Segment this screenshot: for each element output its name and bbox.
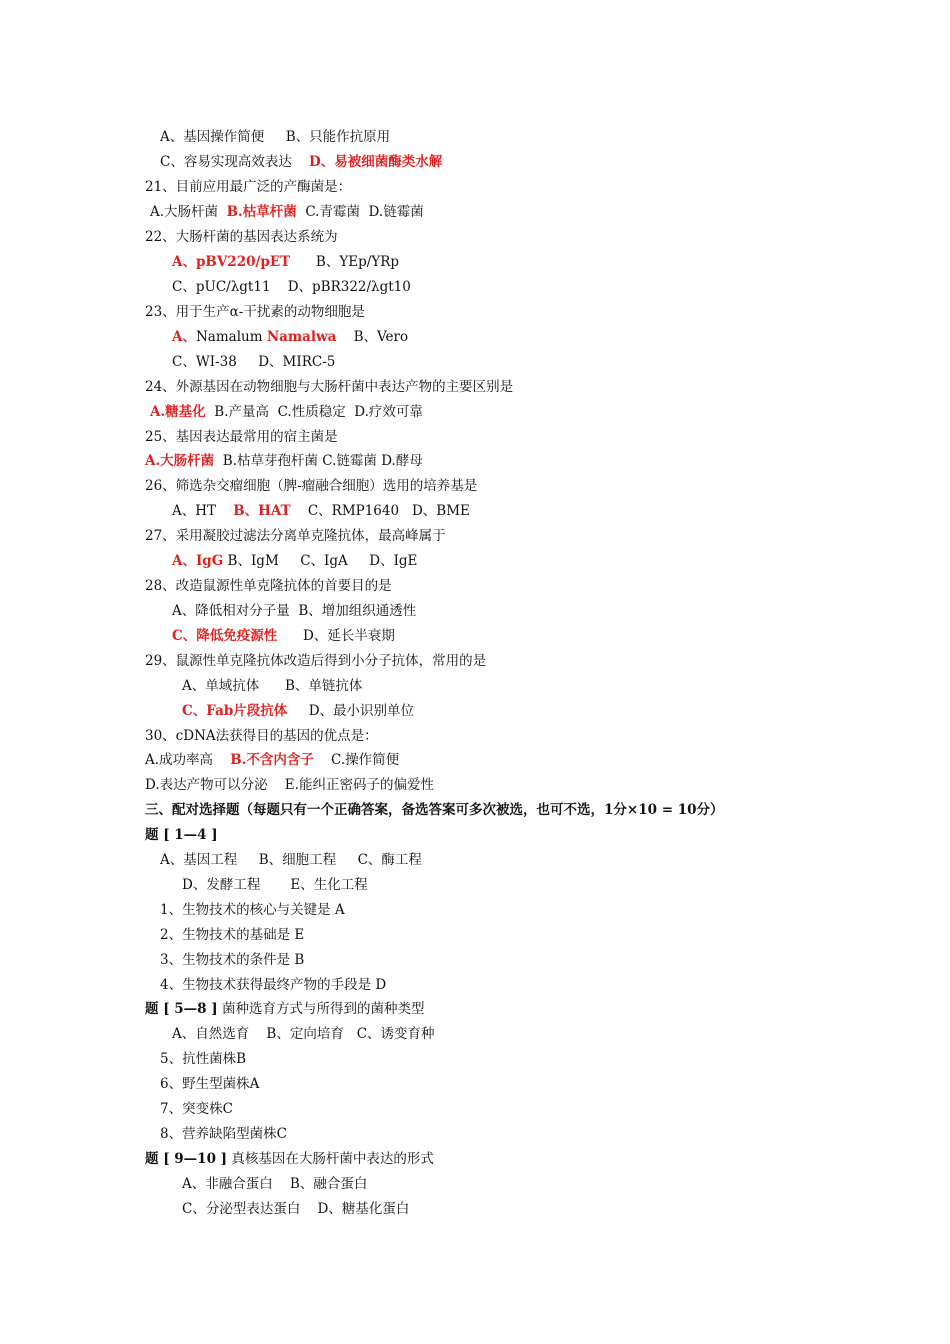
answer-highlight: A、IgG [172, 553, 224, 569]
line-text: A、降低相对分子量 B、增加组织通透性 [172, 603, 417, 619]
document-line [160, 951, 304, 969]
line-text: C、RMP1640 D、BME [290, 503, 470, 519]
document-line [160, 153, 442, 171]
line-text: 6、野生型菌株A [160, 1076, 260, 1092]
line-text: 26、筛选杂交瘤细胞（脾-瘤融合细胞）选用的培养基是 [145, 478, 478, 494]
document-line [172, 353, 335, 371]
document-line [145, 303, 365, 321]
line-text: 24、外源基因在动物细胞与大肠杆菌中表达产物的主要区别是 [145, 379, 514, 395]
document-line [160, 1075, 259, 1093]
line-text: D.表达产物可以分泌 E.能纠正密码子的偏爱性 [145, 777, 434, 793]
document-line [145, 1150, 434, 1168]
document-line [145, 228, 338, 246]
document-line [145, 751, 399, 769]
line-text: B、YEp/YRp [290, 254, 400, 270]
document-line [160, 128, 390, 146]
line-text: 29、鼠源性单克隆抗体改造后得到小分子抗体，常用的是 [145, 653, 487, 669]
document-line [172, 627, 395, 645]
answer-highlight: A.糖基化 [150, 404, 206, 420]
document-line [145, 477, 477, 495]
answer-highlight: A、 [172, 329, 196, 345]
document-line [145, 1000, 424, 1018]
document-line [150, 203, 424, 221]
line-text: A、非融合蛋白 B、融合蛋白 [182, 1176, 368, 1192]
document-line [182, 702, 414, 720]
document-line [145, 776, 434, 794]
line-text: C、WI-38 D、MIRC-5 [172, 354, 336, 370]
document-line [172, 328, 408, 346]
line-text: 2、生物技术的基础是 E [160, 927, 305, 943]
document-line [182, 677, 362, 695]
line-text: C.青霉菌 D.链霉菌 [296, 204, 424, 220]
line-text: 23、用于生产α-干扰素的动物细胞是 [145, 304, 365, 320]
document-line [145, 577, 392, 595]
document-line [145, 652, 486, 670]
line-text: C、容易实现高效表达 [160, 154, 309, 170]
answer-highlight: C、Fab片段抗体 [182, 703, 288, 719]
document-line [172, 1025, 435, 1043]
answer-highlight: A、pBV220/pET [172, 254, 291, 270]
document-line [145, 452, 423, 470]
document-line [160, 851, 422, 869]
line-text: D、延长半衰期 [277, 628, 395, 644]
document-line [182, 876, 368, 894]
line-text: 21、目前应用最广泛的产酶菌是： [145, 179, 352, 195]
line-text: B.枯草芽孢杆菌 C.链霉菌 D.酵母 [214, 453, 423, 469]
line-text: B、Vero [336, 329, 409, 345]
document-line [182, 1175, 367, 1193]
document-line [145, 428, 338, 446]
line-text: 22、大肠杆菌的基因表达系统为 [145, 229, 338, 245]
document-line [145, 801, 724, 819]
line-text: D、最小识别单位 [287, 703, 415, 719]
answer-highlight: A.大肠杆菌 [145, 453, 215, 469]
line-text: 菌种选育方式与所得到的菌种类型 [217, 1001, 425, 1017]
document-line [172, 502, 470, 520]
line-text: C、pUC/λgt11 D、pBR322/λgt10 [172, 279, 411, 295]
line-text: 28、改造鼠源性单克隆抗体的首要目的是 [145, 578, 392, 594]
line-text: 真核基因在大肠杆菌中表达的形式 [227, 1151, 434, 1167]
document-line [160, 1100, 233, 1118]
line-text: D、发酵工程 E、生化工程 [182, 877, 368, 893]
line-text: 4、生物技术获得最终产物的手段是 D [160, 977, 387, 993]
line-text: A、单域抗体 B、单链抗体 [182, 678, 363, 694]
answer-highlight: D、易被细菌酶类水解 [309, 154, 443, 170]
document-line [160, 976, 386, 994]
line-text: 25、基因表达最常用的宿主菌是 [145, 429, 338, 445]
line-text: 30、cDNA法获得目的基因的优点是： [145, 728, 378, 744]
document-line [150, 403, 423, 421]
document-line [160, 1050, 246, 1068]
document-line [145, 527, 446, 545]
document-line [160, 1125, 287, 1143]
line-text: A、HT [172, 503, 234, 519]
answer-highlight: B.枯草杆菌 [226, 204, 297, 220]
document-line [172, 552, 417, 570]
document-line [172, 602, 416, 620]
line-text: 7、突变株C [160, 1101, 233, 1117]
line-text: 1、生物技术的核心与关键是 A [160, 902, 345, 918]
bold-text: 三、配对选择题（每题只有一个正确答案，备选答案可多次被选，也可不选，1分×10 = 10分） [145, 802, 724, 818]
document-line [145, 178, 351, 196]
line-text: A.大肠杆菌 [150, 204, 227, 220]
line-text: C.操作简便 [313, 752, 400, 768]
document-line [145, 378, 513, 396]
line-text: B.产量高 C.性质稳定 D.疗效可靠 [205, 404, 423, 420]
line-text: 5、抗性菌株B [160, 1051, 247, 1067]
document-line [145, 727, 378, 745]
bold-text: 题 [ 5—8 ] [145, 1001, 218, 1017]
document-line [145, 826, 218, 844]
document-line [182, 1200, 409, 1218]
document-line [172, 278, 411, 296]
document-line [172, 253, 399, 271]
answer-highlight: Namalwa [266, 329, 337, 345]
bold-text: 题 [ 9—10 ] [145, 1151, 228, 1167]
answer-highlight: C、降低免疫源性 [172, 628, 278, 644]
line-text: C、分泌型表达蛋白 D、糖基化蛋白 [182, 1201, 410, 1217]
answer-highlight: B、HAT [233, 503, 291, 519]
bold-text: 题 [ 1—4 ] [145, 827, 218, 843]
line-text: A、基因操作简便 B、只能作抗原用 [160, 129, 391, 145]
line-text: A、基因工程 B、细胞工程 C、酶工程 [160, 852, 422, 868]
line-text: A、自然选育 B、定向培育 C、诱变育种 [172, 1026, 435, 1042]
document-line [160, 926, 304, 944]
line-text: Namalum [195, 329, 267, 345]
answer-highlight: B.不含内含子 [230, 752, 314, 768]
line-text: A.成功率高 [145, 752, 231, 768]
line-text: 3、生物技术的条件是 B [160, 952, 305, 968]
line-text: B、IgM C、IgA D、IgE [223, 553, 418, 569]
line-text: 27、采用凝胶过滤法分离单克隆抗体，最高峰属于 [145, 528, 446, 544]
document-line [160, 901, 345, 919]
line-text: 8、营养缺陷型菌株C [160, 1126, 287, 1142]
